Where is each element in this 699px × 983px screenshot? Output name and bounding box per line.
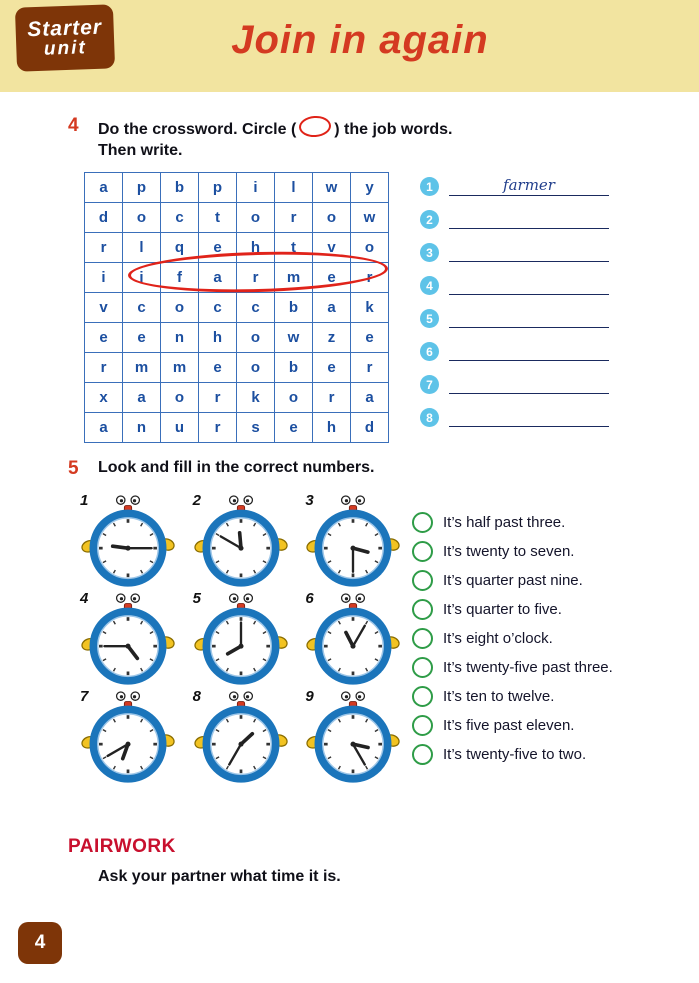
clock-icon — [303, 590, 403, 686]
grid-cell: l — [275, 173, 313, 203]
answer-number-badge: 3 — [420, 243, 439, 262]
sentence-row — [412, 599, 613, 619]
answer-row — [420, 374, 609, 394]
answer-write-line[interactable] — [449, 176, 609, 196]
clock-number: 3 — [305, 492, 314, 509]
grid-cell: z — [313, 323, 351, 353]
answer-row — [420, 407, 609, 427]
sentence-text: It’s twenty-five to two. — [443, 745, 587, 763]
sentence-text: It’s twenty-five past three. — [443, 658, 613, 676]
grid-row — [85, 383, 389, 413]
grid-cell: o — [123, 203, 161, 233]
page-title: Join in again — [231, 18, 489, 62]
grid-cell: o — [237, 323, 275, 353]
grid-cell: v — [313, 233, 351, 263]
clock-icon — [303, 492, 403, 588]
grid-row — [85, 323, 389, 353]
sentence-row — [412, 628, 613, 648]
grid-cell: i — [85, 263, 123, 293]
crossword-grid-body — [85, 173, 389, 443]
answer-circle[interactable] — [412, 657, 433, 678]
sentence-text: It’s quarter past nine. — [443, 571, 583, 589]
grid-cell: r — [313, 383, 351, 413]
crossword-grid — [84, 172, 389, 443]
grid-cell: t — [275, 233, 313, 263]
grid-cell: k — [237, 383, 275, 413]
sentence-row — [412, 715, 613, 735]
answer-circle[interactable] — [412, 541, 433, 562]
answer-row — [420, 341, 609, 361]
grid-cell: n — [123, 413, 161, 443]
grid-cell: r — [85, 233, 123, 263]
answer-circle[interactable] — [412, 686, 433, 707]
sentence-text: It’s half past three. — [443, 513, 566, 531]
exercise4-instruction-line2: Then write. — [98, 142, 183, 159]
grid-cell: o — [275, 383, 313, 413]
answer-circle[interactable] — [412, 715, 433, 736]
grid-cell: a — [313, 293, 351, 323]
grid-cell: o — [237, 353, 275, 383]
sentence-row — [412, 744, 613, 764]
grid-cell: l — [123, 233, 161, 263]
header-band — [0, 0, 699, 92]
exercise4-number: 4 — [68, 115, 79, 136]
grid-row — [85, 293, 389, 323]
answer-write-line[interactable] — [449, 242, 609, 262]
clock-icon — [78, 688, 178, 784]
grid-cell: w — [313, 173, 351, 203]
clock-icon — [191, 688, 291, 784]
answer-write-line[interactable] — [449, 341, 609, 361]
grid-row — [85, 203, 389, 233]
grid-cell: e — [123, 323, 161, 353]
grid-cell: o — [161, 293, 199, 323]
sentence-row — [412, 657, 613, 677]
clock-icon — [78, 492, 178, 588]
clock-item — [191, 590, 291, 686]
clock-item — [78, 590, 178, 686]
grid-cell: h — [199, 323, 237, 353]
grid-cell: i — [123, 263, 161, 293]
answer-row — [420, 242, 609, 262]
sentence-row — [412, 570, 613, 590]
clock-number: 4 — [80, 590, 89, 607]
grid-row — [85, 173, 389, 203]
grid-cell: e — [313, 263, 351, 293]
grid-row — [85, 353, 389, 383]
answer-write-line[interactable] — [449, 407, 609, 427]
clock-number: 2 — [192, 492, 201, 509]
page-number-badge: 4 — [18, 922, 62, 964]
grid-row — [85, 233, 389, 263]
clock-number: 7 — [80, 688, 89, 705]
grid-cell: m — [275, 263, 313, 293]
grid-cell: o — [313, 203, 351, 233]
grid-cell: c — [199, 293, 237, 323]
grid-cell: v — [85, 293, 123, 323]
grid-cell: d — [85, 203, 123, 233]
sentence-row — [412, 541, 613, 561]
handwritten-answer: farmer — [503, 176, 555, 194]
answer-write-line[interactable] — [449, 209, 609, 229]
grid-cell: e — [199, 353, 237, 383]
grid-cell: b — [275, 293, 313, 323]
clock-item — [78, 492, 178, 588]
grid-cell: r — [199, 413, 237, 443]
clock-number: 6 — [305, 590, 314, 607]
answer-number-badge: 5 — [420, 309, 439, 328]
exercise5-number: 5 — [68, 458, 79, 479]
grid-cell: o — [161, 383, 199, 413]
grid-cell: o — [351, 233, 389, 263]
answer-number-badge: 4 — [420, 276, 439, 295]
grid-cell: h — [313, 413, 351, 443]
grid-cell: c — [237, 293, 275, 323]
answer-number-badge: 7 — [420, 375, 439, 394]
answer-row — [420, 209, 609, 229]
grid-cell: c — [123, 293, 161, 323]
grid-cell: a — [351, 383, 389, 413]
grid-cell: p — [199, 173, 237, 203]
grid-cell: m — [161, 353, 199, 383]
grid-cell: h — [237, 233, 275, 263]
clock-item — [191, 688, 291, 784]
answer-number-badge: 8 — [420, 408, 439, 427]
grid-cell: r — [275, 203, 313, 233]
grid-cell: r — [85, 353, 123, 383]
grid-cell: m — [123, 353, 161, 383]
clock-number: 8 — [192, 688, 201, 705]
grid-row — [85, 413, 389, 443]
sentence-text: It’s eight o’clock. — [443, 629, 553, 647]
clock-item — [191, 492, 291, 588]
grid-cell: a — [85, 413, 123, 443]
grid-cell: s — [237, 413, 275, 443]
grid-cell: e — [313, 353, 351, 383]
clock-number: 9 — [305, 688, 314, 705]
grid-cell: w — [351, 203, 389, 233]
grid-cell: f — [161, 263, 199, 293]
unit-tab-line2: unit — [43, 37, 88, 60]
exercise4-instruction-part1: Do the crossword. Circle ( — [98, 121, 297, 138]
grid-cell: t — [199, 203, 237, 233]
answer-circle[interactable] — [412, 512, 433, 533]
grid-cell: b — [275, 353, 313, 383]
answer-row — [420, 308, 609, 328]
time-sentences-list — [412, 512, 613, 773]
exercise4-instruction-part2: ) the job words. — [334, 121, 453, 138]
grid-cell: b — [161, 173, 199, 203]
clocks-grid — [78, 492, 408, 784]
grid-cell: r — [237, 263, 275, 293]
grid-row — [85, 263, 389, 293]
unit-tab-line1: Starter — [26, 15, 103, 42]
answer-circle[interactable] — [412, 628, 433, 649]
grid-cell: q — [161, 233, 199, 263]
sentence-text: It’s twenty to seven. — [443, 542, 575, 560]
grid-cell: e — [199, 233, 237, 263]
answer-circle[interactable] — [412, 744, 433, 765]
clock-icon — [191, 492, 291, 588]
grid-cell: a — [85, 173, 123, 203]
grid-cell: u — [161, 413, 199, 443]
grid-cell: o — [237, 203, 275, 233]
grid-cell: e — [351, 323, 389, 353]
clock-item — [78, 688, 178, 784]
clock-number: 5 — [192, 590, 201, 607]
answer-circle[interactable] — [412, 570, 433, 591]
grid-cell: w — [275, 323, 313, 353]
exercise5-instruction: Look and fill in the correct numbers. — [98, 459, 375, 476]
grid-cell: a — [123, 383, 161, 413]
grid-cell: p — [123, 173, 161, 203]
grid-cell: r — [199, 383, 237, 413]
grid-cell: x — [85, 383, 123, 413]
clock-item — [303, 492, 403, 588]
answer-write-line[interactable] — [449, 308, 609, 328]
clock-item — [303, 590, 403, 686]
sentence-text: It’s quarter to five. — [443, 600, 562, 618]
exercise4-instruction — [98, 116, 452, 139]
grid-cell: y — [351, 173, 389, 203]
grid-cell: k — [351, 293, 389, 323]
answer-number-badge: 1 — [420, 177, 439, 196]
red-circle-icon — [299, 115, 332, 138]
answer-row — [420, 176, 609, 196]
grid-cell: a — [199, 263, 237, 293]
answer-number-badge: 2 — [420, 210, 439, 229]
answer-row — [420, 275, 609, 295]
unit-tab — [15, 4, 115, 71]
pairwork-title: PAIRWORK — [68, 836, 176, 857]
clock-icon — [191, 590, 291, 686]
grid-cell: r — [351, 353, 389, 383]
clock-icon — [303, 688, 403, 784]
sentence-row — [412, 512, 613, 532]
answer-circle[interactable] — [412, 599, 433, 620]
sentence-row — [412, 686, 613, 706]
grid-cell: e — [85, 323, 123, 353]
pairwork-text: Ask your partner what time it is. — [98, 868, 341, 885]
grid-cell: r — [351, 263, 389, 293]
grid-cell: i — [237, 173, 275, 203]
grid-cell: e — [275, 413, 313, 443]
sentence-text: It’s five past eleven. — [443, 716, 575, 734]
answer-write-line[interactable] — [449, 374, 609, 394]
answer-write-line[interactable] — [449, 275, 609, 295]
grid-cell: c — [161, 203, 199, 233]
grid-cell: n — [161, 323, 199, 353]
answers-list — [420, 176, 609, 440]
clock-icon — [78, 590, 178, 686]
clock-number: 1 — [80, 492, 89, 509]
clock-item — [303, 688, 403, 784]
sentence-text: It’s ten to twelve. — [443, 687, 555, 705]
grid-cell: d — [351, 413, 389, 443]
answer-number-badge: 6 — [420, 342, 439, 361]
